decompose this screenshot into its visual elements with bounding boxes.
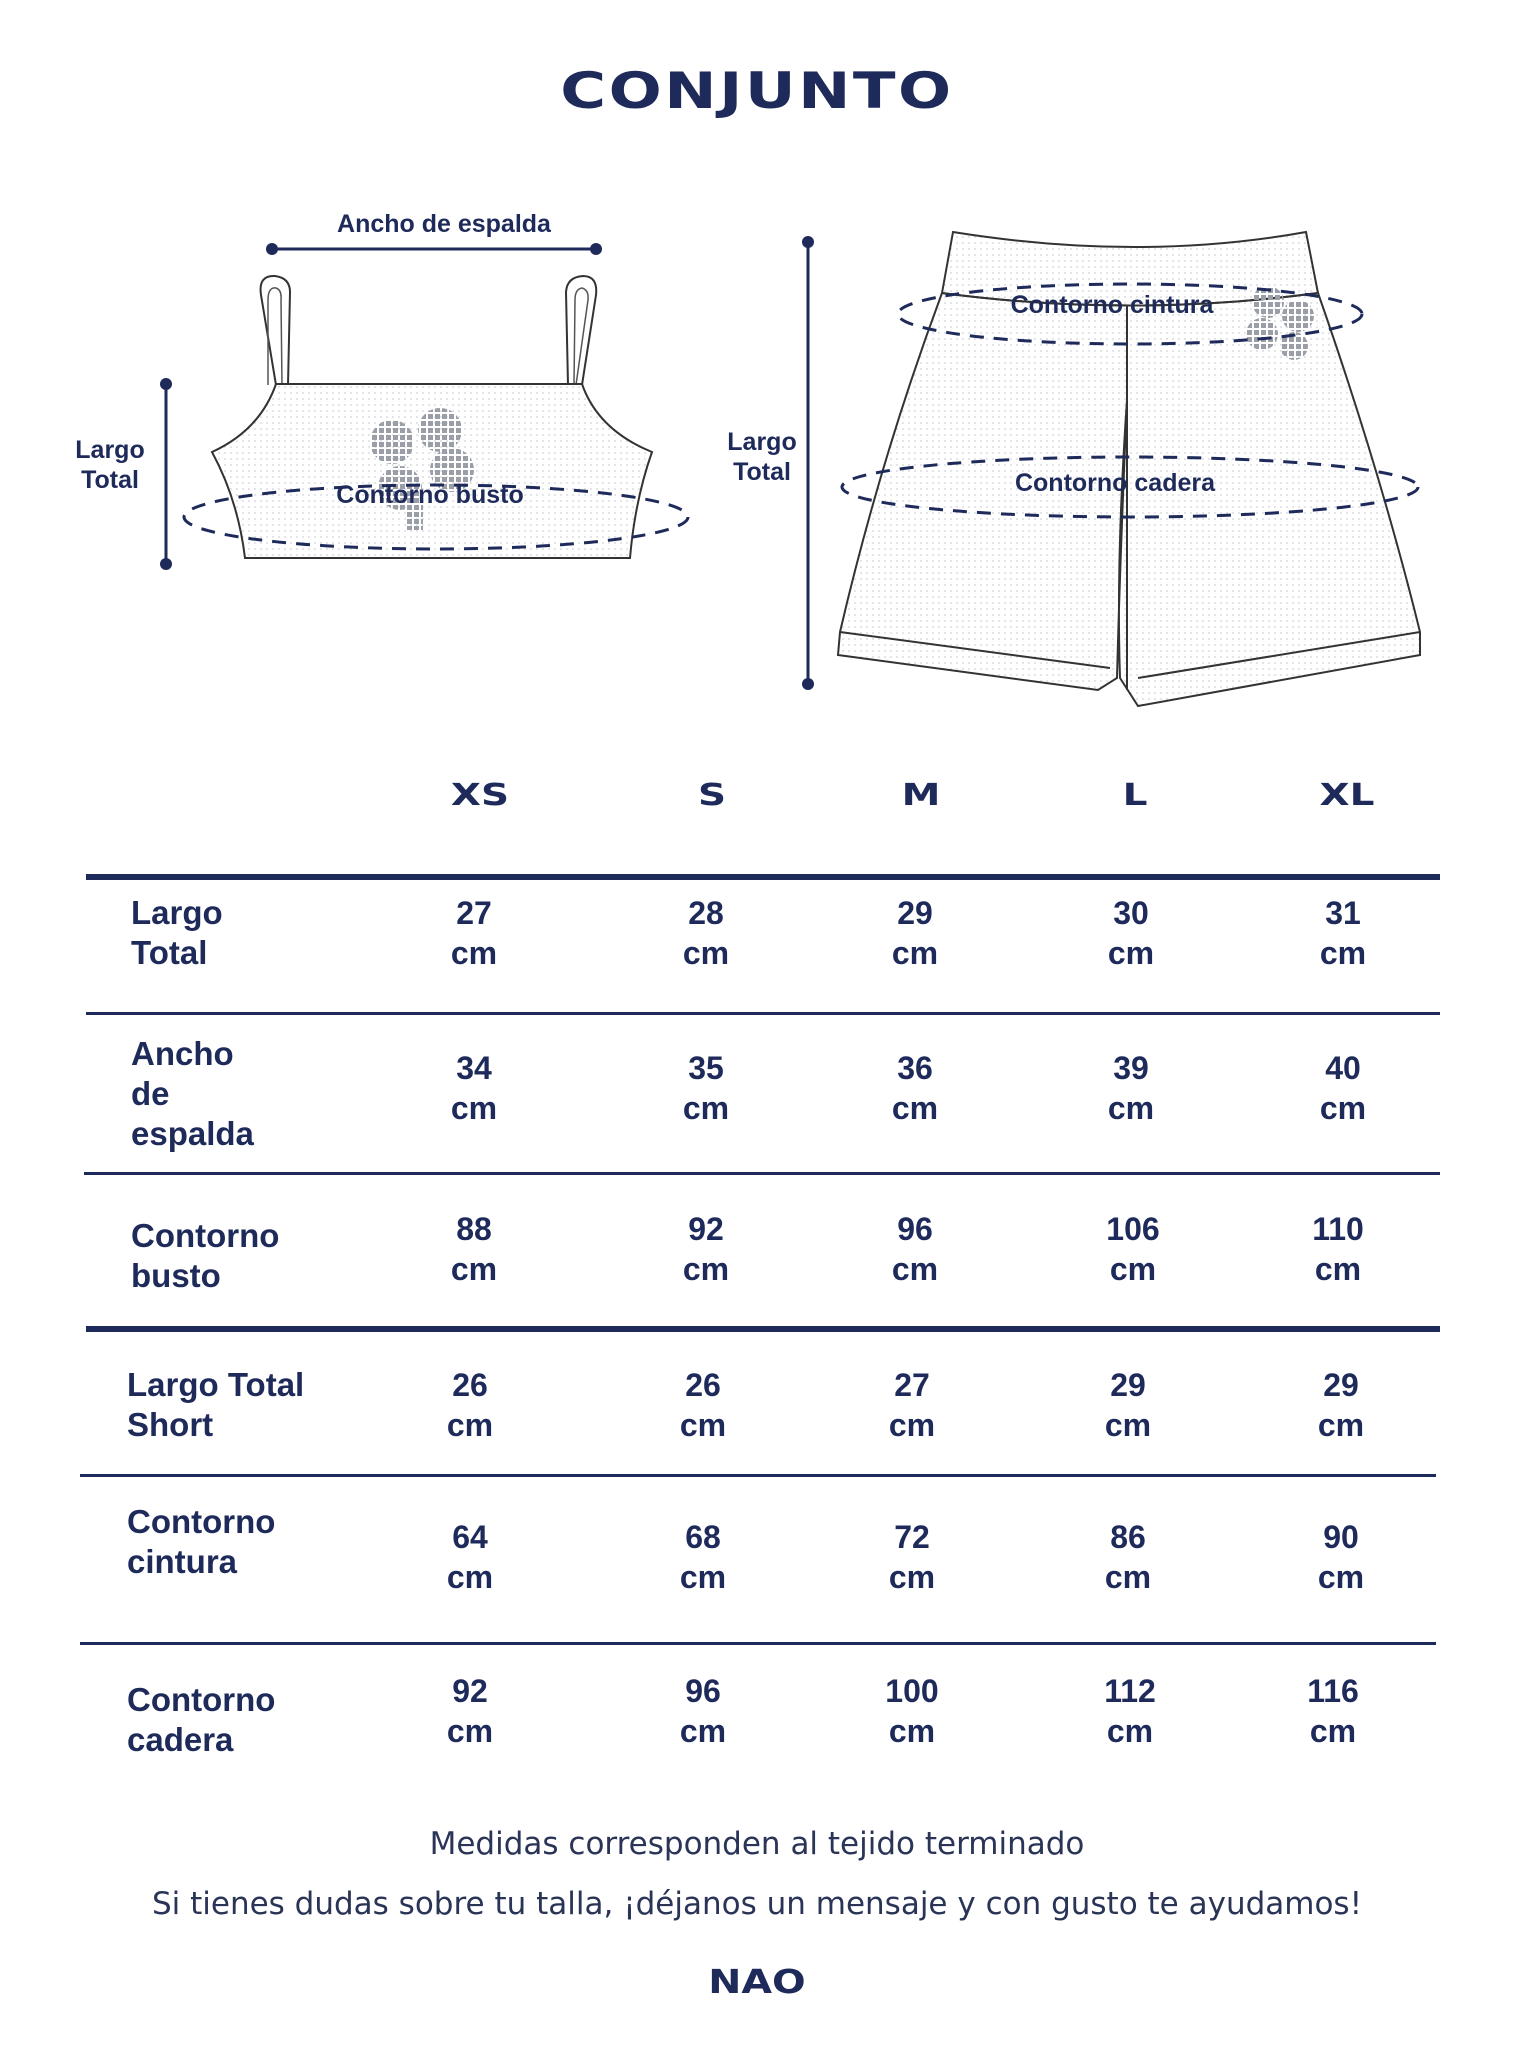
table-cell: 88 cm <box>450 1211 498 1287</box>
top-garment-illustration <box>212 276 652 558</box>
table-cell: 64 cm <box>446 1519 494 1595</box>
row-label-largo-total: Largo Total <box>131 894 223 971</box>
table-cell: 35 cm <box>682 1050 730 1126</box>
table-cell: 27 cm <box>888 1367 936 1443</box>
largo-total-short-measure <box>727 236 814 690</box>
table-cell: 40 cm <box>1319 1050 1367 1126</box>
size-header-s: S <box>697 778 727 813</box>
table-rule-section <box>86 1326 1440 1332</box>
largo-total-top-label-2: Total <box>81 466 139 494</box>
table-cell: 39 cm <box>1107 1050 1155 1126</box>
table-cell: 96 cm <box>679 1673 727 1749</box>
table-rule <box>80 1642 1436 1645</box>
table-cell: 92 cm <box>446 1673 494 1749</box>
table-cell: 30 cm <box>1107 895 1155 971</box>
largo-total-short-label-1: Largo <box>727 428 797 456</box>
contorno-cadera-label: Contorno cadera <box>1014 469 1216 497</box>
contorno-busto-label: Contorno busto <box>336 481 524 509</box>
row-label-contorno-busto: Contorno busto <box>131 1217 280 1294</box>
table-cell: 27 cm <box>450 895 498 971</box>
table-cell: 36 cm <box>891 1050 939 1126</box>
note-measurements: Medidas corresponden al tejido terminado <box>429 1826 1085 1862</box>
contorno-cintura-label: Contorno cintura <box>1010 291 1214 319</box>
size-header-xs: XS <box>450 778 510 813</box>
size-header-xl: XL <box>1319 778 1375 813</box>
largo-total-top-measure <box>75 378 172 570</box>
table-cell: 112 cm <box>1104 1673 1156 1749</box>
table-cell: 72 cm <box>888 1519 936 1595</box>
table-cell: 92 cm <box>682 1211 730 1287</box>
table-rule <box>86 1012 1440 1015</box>
table-rule-top <box>86 874 1440 880</box>
size-header-l: L <box>1122 778 1148 813</box>
table-cell: 29 cm <box>1317 1367 1365 1443</box>
row-label-contorno-cintura: Contorno cintura <box>127 1503 276 1580</box>
ancho-espalda-label: Ancho de espalda <box>337 210 551 238</box>
table-cell: 90 cm <box>1317 1519 1365 1595</box>
table-cell: 29 cm <box>1104 1367 1152 1443</box>
row-label-ancho-espalda: Ancho de espalda <box>131 1035 254 1152</box>
table-cell: 68 cm <box>679 1519 727 1595</box>
brand-logo: NAO <box>708 1962 806 2001</box>
ancho-espalda-measure <box>266 210 602 255</box>
table-cell: 34 cm <box>450 1050 498 1126</box>
table-cell: 100 cm <box>885 1673 939 1749</box>
largo-total-short-label-2: Total <box>733 458 791 486</box>
largo-total-top-label-1: Largo <box>75 436 145 464</box>
table-rule <box>80 1474 1436 1477</box>
note-help-message: Si tienes dudas sobre tu talla, ¡déjanos un mensaje y con gusto te ayudamos! <box>151 1886 1363 1922</box>
table-rule <box>84 1172 1440 1175</box>
row-label-largo-total-short: Largo Total Short <box>127 1366 305 1443</box>
table-cell: 28 cm <box>682 895 730 971</box>
row-label-contorno-cadera: Contorno cadera <box>127 1681 276 1758</box>
table-cell: 26 cm <box>679 1367 727 1443</box>
table-cell: 86 cm <box>1104 1519 1152 1595</box>
table-cell: 106 cm <box>1106 1211 1160 1287</box>
table-cell: 29 cm <box>891 895 939 971</box>
page-title: CONJUNTO <box>560 62 954 120</box>
table-cell: 96 cm <box>891 1211 939 1287</box>
table-cell: 31 cm <box>1319 895 1367 971</box>
size-header-m: M <box>901 778 941 813</box>
garment-diagram <box>0 0 1514 720</box>
table-cell: 116 cm <box>1307 1673 1359 1749</box>
table-cell: 26 cm <box>446 1367 494 1443</box>
table-cell: 110 cm <box>1312 1211 1364 1287</box>
